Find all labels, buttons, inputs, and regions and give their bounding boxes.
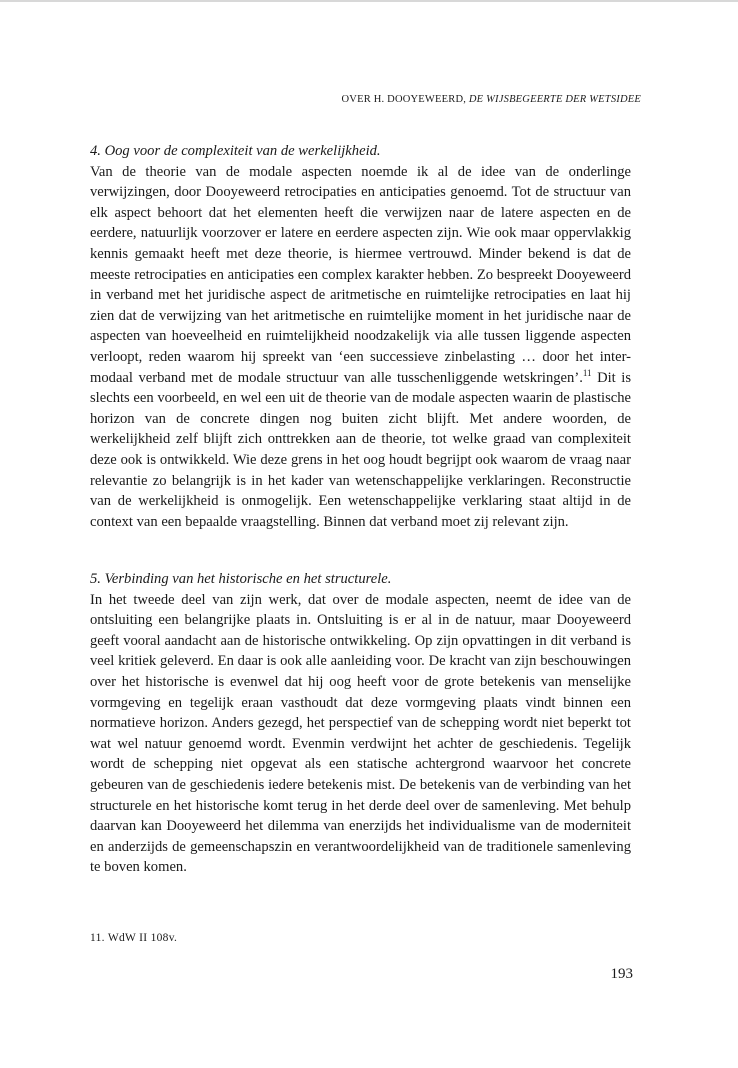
page-number: 193: [610, 966, 633, 982]
body-text-part-1: Van de theorie van de modale aspecten noemde ik al de idee van de onderlinge verwijzingen, door Dooyeweerd retrocipaties en anticipaties genoemd. Tot de structuur van elk aspect behoort dat het elementen heeft die verwijzen naar de latere aspecten en de eerdere, natuurlijk voorzover er latere en eerdere aspecten zijn. Wie ook maar oppervlakkig kennis gemaakt heeft met deze theorie, is hiermee vertrouwd. Minder bekend is dat de meeste retrocipaties en anticipaties een complex karakter hebben. Zo bespreekt Dooyeweerd in verband met het juridische aspect de aritmetische en ruimtelijke retrocipaties en laat hij zien dat de verwijzing van het aritmetische en ruimtelijke moment in het juridische naar de aspecten van hoeveelheid en ruimtelijkheid noodzakelijk via alle tussen liggende aspecten verloopt, reden waarom hij spreekt van ‘een successieve zinbelasting … door het inter-modaal verband met de modale structuur van alle tusschenliggende wetskringen’.: [90, 163, 631, 386]
running-head-author: OVER H. DOOYEWEERD,: [341, 94, 467, 105]
footnote-reference: 11: [582, 367, 592, 378]
section-historical-structural: [90, 569, 631, 878]
running-head: [342, 94, 641, 105]
scan-edge: [0, 0, 738, 2]
section-heading: 5. Verbinding van het historische en het structurele.: [90, 571, 392, 587]
section-heading: 4. Oog voor de complexiteit van de werkelijkheid.: [90, 143, 381, 159]
section-body: In het tweede deel van zijn werk, dat over de modale aspecten, neemt de idee van de ontsluiting een belangrijke plaats in. Ontsluiting is er al in de natuur, maar Dooyeweerd geeft vooral aandacht aan de historische ontwikkeling. Op zijn opvattingen in dit verband is veel kritiek geleverd. En daar is ook alle aanleiding voor. De kracht van zijn beschouwingen over het historische is evenwel dat hij oog heeft voor de grote betekenis van menselijke vormgeving en tegelijk eraan vasthoudt dat deze vormgeving plaats vindt binnen een normatieve horizon. Anders gezegd, het perspectief van de schepping wordt niet beperkt tot wat wel natuur genoemd wordt. Evenmin verdwijnt het achter de geschiedenis. Tegelijk wordt de schepping niet opgevat als een statische achtergrond waarvoor het concrete gebeuren van de geschiedenis iedere betekenis mist. De betekenis van de verbinding van het structurele en het historische komt terug in het derde deel over de samenleving. Met behulp daarvan kan Dooyeweerd het dilemma van enerzijds het individualisme van de moderniteit en anderzijds de gemeenschapszin en verantwoordelijkheid van de traditionele samenleving te boven komen.: [90, 591, 631, 876]
running-head-title: DE WIJSBEGEERTE DER WETSIDEE: [468, 94, 641, 105]
body-text-part-2: Dit is slechts een voorbeeld, en wel een uit de theorie van de modale aspecten waarin de plastische horizon van de concrete dingen nog buiten zicht blijft. Met andere woorden, de werkelijkheid zelf blijft zich onttrekken aan de theorie, tot welke graad van complexiteit deze ook is ontwikkeld. Wie deze grens in het oog houdt begrijpt ook waarom de vraag naar relevantie zo belangrijk is in het kader van wetenschappelijke verklaringen. Reconstructie van de werkelijkheid is onmogelijk. Een wetenschappelijke verklaring staat altijd in de context van een bepaalde vraagstelling. Binnen dat verband moet zij relevant zijn.: [90, 369, 632, 530]
footnote: 11. WdW II 108v.: [90, 932, 178, 944]
section-body: [90, 162, 631, 533]
section-complexity: [90, 141, 631, 532]
